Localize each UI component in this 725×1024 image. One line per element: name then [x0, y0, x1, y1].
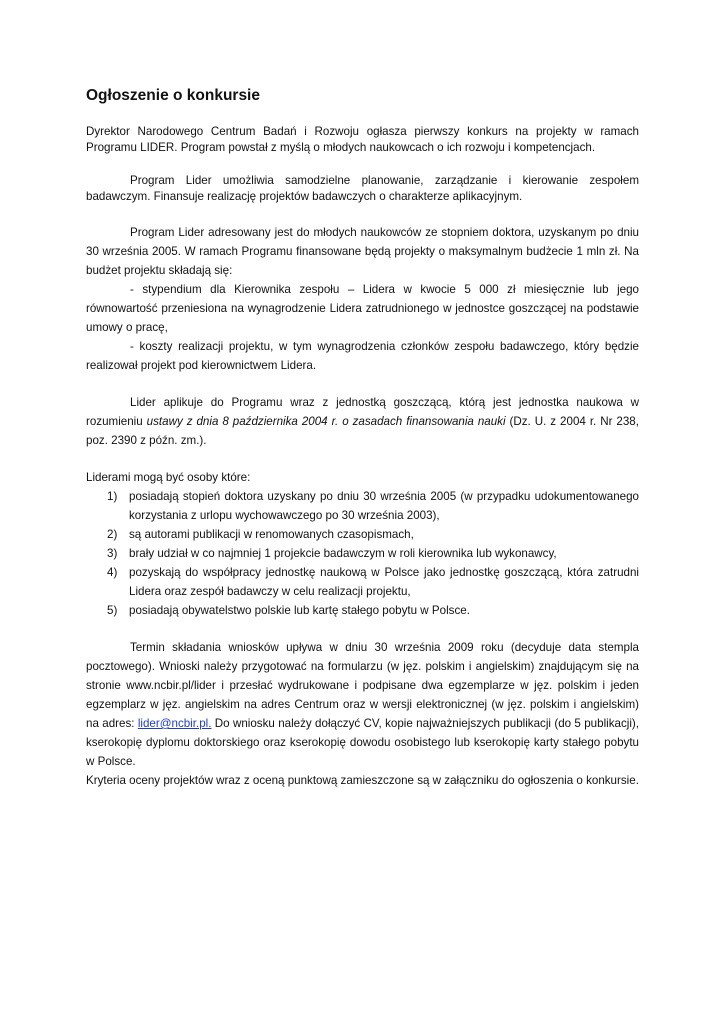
list-item-number: 4): [107, 566, 118, 579]
law-reference: ustawy z dnia 8 października 2004 r. o zasadach finansowania nauki: [146, 415, 506, 428]
leaders-intro: Liderami mogą być osoby które:: [86, 471, 251, 484]
budget-item-costs: - koszty realizacji projektu, w tym wynagrodzenia członków zespołu badawczego, który będzie realizował projekt pod kierownictwem Lidera.: [86, 340, 639, 372]
list-item-number: 3): [107, 547, 118, 560]
list-item-text: pozyskają do współpracy jednostkę naukową w Polsce jako jednostkę goszczącą, która zatrudni Lidera oraz zespół badawczy w celu realizacji projektu,: [129, 566, 639, 598]
list-item: [86, 563, 639, 601]
list-item: [86, 601, 639, 620]
list-item: [86, 487, 639, 525]
leaders-list: [86, 487, 639, 620]
host-text-1: Lider aplikuje do Programu wraz z jednostką goszczącą, którą jest jednostka naukowa w rozumieniu: [86, 396, 639, 428]
deadline-text-1: Termin składania wniosków upływa w dniu 30 września 2009 roku (decyduje data stempla pocztowego). Wnioski należy przygotować na formularzu (w jęz. polskim i angielskim) znajdującym się na stronie www.ncbir.pl/lider i przesłać wydrukowane i podpisane dwa egzemplarze w jęz. polskim i jeden egzemplarz w jęz. angielskim na adres Centrum oraz w wersji elektronicznej (w jęz. polskim i angielskim) na adres:: [86, 641, 639, 730]
list-item-text: brały udział w co najmniej 1 projekcie badawczym w roli kierownika lub wykonawcy,: [129, 547, 557, 560]
list-item-text: posiadają obywatelstwo polskie lub kartę stałego pobytu w Polsce.: [129, 604, 470, 617]
paragraph-intro: Dyrektor Narodowego Centrum Badań i Rozwoju ogłasza pierwszy konkurs na projekty w ramach Programu LIDER. Program powstał z myślą o młodych naukowcach o ich rozwoju i kompetencjach.: [86, 125, 639, 154]
paragraph-criteria: Kryteria oceny projektów wraz z oceną punktową zamieszczone są w załączniku do ogłoszenia o konkursie.: [86, 774, 639, 787]
paragraph-budget: [86, 223, 639, 375]
deadline-text-2: Do wniosku należy dołączyć CV, kopie najważniejszych publikacji (do 5 publikacji), kserokopię dyplomu doktorskiego oraz kserokopię dowodu osobistego lub kserokopię karty stałego pobytu w Polsce.: [86, 717, 639, 768]
email-link[interactable]: lider@ncbir.pl.: [137, 717, 212, 730]
list-item-number: 1): [107, 490, 118, 503]
budget-item-stipend: - stypendium dla Kierownika zespołu – Lidera w kwocie 5 000 zł miesięcznie lub jego równowartość przeniesiona na wynagrodzenie Lidera zatrudnionego w jednostce goszczącej na podstawie umowy o pracę,: [86, 283, 639, 334]
list-item-number: 5): [107, 604, 118, 617]
list-item: [86, 525, 639, 544]
list-item-number: 2): [107, 528, 118, 541]
list-item: [86, 544, 639, 563]
paragraph-deadline: [86, 638, 639, 771]
page-title: Ogłoszenie o konkursie: [86, 87, 260, 104]
document-page: [86, 86, 639, 790]
paragraph-host-institution: [86, 393, 639, 450]
list-item-text: posiadają stopień doktora uzyskany po dniu 30 września 2005 (w przypadku udokumentowanego korzystania z urlopu wychowawczego po 30 września 2003),: [129, 490, 639, 522]
list-item-text: są autorami publikacji w renomowanych czasopismach,: [129, 528, 414, 541]
budget-intro: Program Lider adresowany jest do młodych naukowców ze stopniem doktora, uzyskanym po dniu 30 września 2005. W ramach Programu finansowane będą projekty o maksymalnym budżecie 1 mln zł. Na budżet projektu składają się:: [86, 226, 639, 277]
host-text-2: (Dz. U. z 2004 r. Nr 238, poz. 2390 z późn. zm.).: [86, 415, 639, 447]
paragraph-program-description: Program Lider umożliwia samodzielne planowanie, zarządzanie i kierowanie zespołem badawczym. Finansuje realizację projektów badawczych o charakterze aplikacyjnym.: [86, 174, 639, 203]
